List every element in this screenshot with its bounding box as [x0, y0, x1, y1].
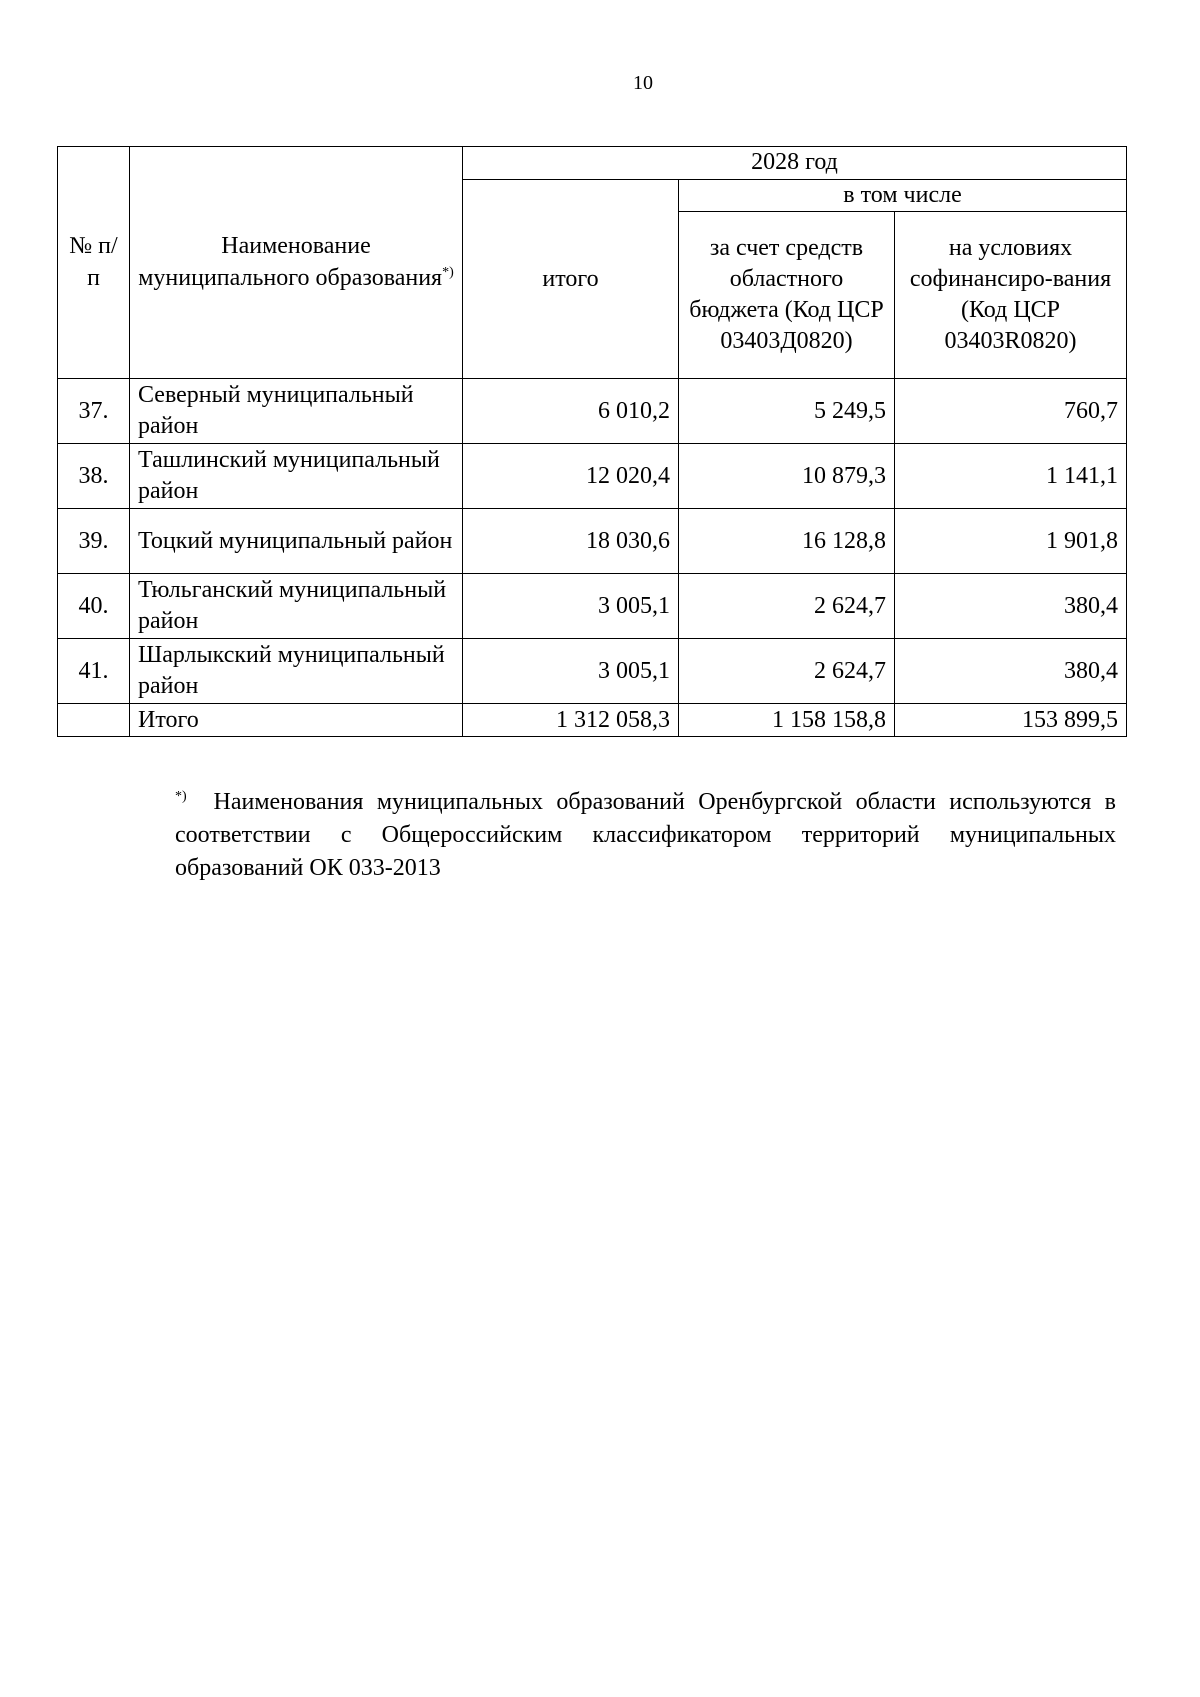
- row-name: Тюльганский муниципальный район: [130, 574, 463, 639]
- total-row-cofinancing: 153 899,5: [895, 704, 1127, 737]
- header-including: в том числе: [679, 180, 1127, 212]
- row-cofinancing: 760,7: [895, 379, 1127, 444]
- row-regional: 2 624,7: [679, 574, 895, 639]
- header-regional: за счет средств областного бюджета (Код ЦСР 03403Д0820): [679, 212, 895, 379]
- row-num: 38.: [58, 444, 130, 509]
- page-number: 10: [633, 72, 653, 94]
- table-row: [58, 444, 1127, 509]
- row-num: 41.: [58, 639, 130, 704]
- row-regional: 2 624,7: [679, 639, 895, 704]
- table-row: [58, 639, 1127, 704]
- header-name-text: Наименование муниципального образования: [138, 233, 443, 291]
- total-row-regional: 1 158 158,8: [679, 704, 895, 737]
- row-num: 39.: [58, 509, 130, 574]
- total-row-label: Итого: [130, 704, 463, 737]
- footnote-mark: *): [175, 789, 187, 804]
- footnote: [175, 780, 1116, 885]
- row-total: 12 020,4: [463, 444, 679, 509]
- row-num: 40.: [58, 574, 130, 639]
- row-total: 6 010,2: [463, 379, 679, 444]
- header-num: № п/п: [58, 147, 130, 379]
- row-name: Тоцкий муниципальный район: [130, 509, 463, 574]
- header-name: [130, 147, 463, 379]
- header-year: 2028 год: [463, 147, 1127, 180]
- row-regional: 10 879,3: [679, 444, 895, 509]
- row-num: 37.: [58, 379, 130, 444]
- row-total: 18 030,6: [463, 509, 679, 574]
- footnote-text: Наименования муниципальных образований Оренбургской области используются в соответствии с Общероссийским классификатором территорий муниципальных образований ОК 033-2013: [175, 789, 1116, 881]
- row-name: Северный муниципальный район: [130, 379, 463, 444]
- header-cofinancing: на условиях софинансиро-вания (Код ЦСР 03403R0820): [895, 212, 1127, 379]
- row-cofinancing: 380,4: [895, 574, 1127, 639]
- total-row: [58, 704, 1127, 737]
- header-name-footnote-mark: *): [442, 264, 454, 280]
- row-cofinancing: 1 141,1: [895, 444, 1127, 509]
- table-row: [58, 379, 1127, 444]
- row-cofinancing: 1 901,8: [895, 509, 1127, 574]
- row-total: 3 005,1: [463, 639, 679, 704]
- table-row: [58, 574, 1127, 639]
- row-regional: 16 128,8: [679, 509, 895, 574]
- header-total: итого: [463, 180, 679, 379]
- row-name: Ташлинский муниципальный район: [130, 444, 463, 509]
- total-row-num-cell: [58, 704, 130, 737]
- row-regional: 5 249,5: [679, 379, 895, 444]
- row-name: Шарлыкский муниципальный район: [130, 639, 463, 704]
- table-row: [58, 509, 1127, 574]
- row-total: 3 005,1: [463, 574, 679, 639]
- row-cofinancing: 380,4: [895, 639, 1127, 704]
- total-row-total: 1 312 058,3: [463, 704, 679, 737]
- funding-table: [57, 146, 1127, 737]
